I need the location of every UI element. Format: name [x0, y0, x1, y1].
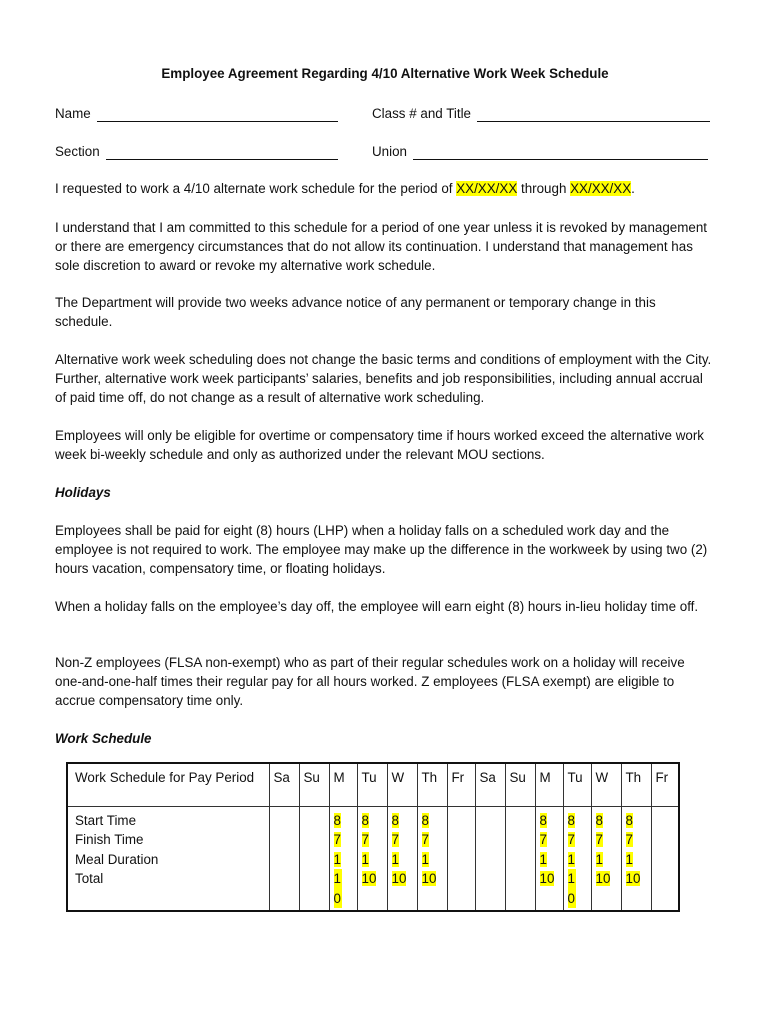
schedule-value: 8 — [361, 812, 369, 828]
schedule-cell[interactable] — [621, 806, 651, 911]
schedule-cell[interactable] — [387, 806, 417, 911]
row-label-meal-duration: Meal Duration — [75, 851, 159, 867]
request-start-date: XX/XX/XX — [456, 181, 518, 196]
schedule-value: 7 — [595, 832, 603, 847]
holidays-heading: Holidays — [55, 485, 111, 500]
union-line[interactable] — [413, 143, 708, 160]
schedule-value: 8 — [391, 812, 399, 828]
name-label: Name — [55, 106, 91, 121]
name-line[interactable] — [97, 105, 338, 122]
schedule-value: 10 — [568, 869, 587, 908]
row-label-start-time: Start Time — [75, 812, 137, 828]
schedule-value: 7 — [567, 832, 575, 847]
document-title: Employee Agreement Regarding 4/10 Alternative Work Week Schedule — [161, 66, 609, 81]
table-header-row — [67, 763, 679, 806]
schedule-cell[interactable] — [563, 806, 591, 911]
overtime-paragraph: Employees will only be eligible for overtime or compensatory time if hours worked exceed the alternative work week bi-weekly schedule and only as authorized under the relevant MOU sections. — [55, 428, 704, 462]
schedule-value: 8 — [539, 812, 547, 828]
day-header: Tu — [563, 763, 591, 806]
class-title-line[interactable] — [477, 105, 710, 122]
day-header: Sa — [269, 763, 299, 806]
class-title-label: Class # and Title — [372, 106, 471, 121]
day-header: M — [329, 763, 357, 806]
schedule-cell[interactable] — [329, 806, 357, 911]
table-row — [67, 806, 679, 911]
schedule-cell[interactable] — [299, 806, 329, 911]
request-suffix: . — [631, 181, 635, 196]
row-label-total: Total — [75, 871, 104, 886]
schedule-value: 1 — [421, 851, 429, 867]
schedule-cell[interactable] — [417, 806, 447, 911]
schedule-value: 8 — [625, 812, 633, 828]
schedule-value: 10 — [391, 871, 407, 886]
schedule-value: 10 — [334, 869, 353, 908]
schedule-cell[interactable] — [591, 806, 621, 911]
class-title-field[interactable] — [372, 100, 710, 122]
notice-paragraph: The Department will provide two weeks advance notice of any permanent or temporary change in this schedule. — [55, 295, 656, 329]
schedule-value: 10 — [361, 871, 377, 886]
schedule-value: 1 — [361, 851, 369, 867]
schedule-value: 1 — [625, 851, 633, 867]
schedule-value: 8 — [421, 812, 429, 828]
day-header: Sa — [475, 763, 505, 806]
day-header: W — [591, 763, 621, 806]
day-header: M — [535, 763, 563, 806]
field-row-name — [55, 100, 715, 122]
schedule-value: 7 — [625, 832, 633, 847]
schedule-value: 10 — [539, 871, 555, 886]
section-label: Section — [55, 144, 100, 159]
schedule-cell[interactable] — [357, 806, 387, 911]
day-header: Su — [299, 763, 329, 806]
day-header: Fr — [447, 763, 475, 806]
day-header: Th — [417, 763, 447, 806]
header-label-cell: Work Schedule for Pay Period — [67, 763, 269, 806]
day-header: Tu — [357, 763, 387, 806]
request-prefix: I requested to work a 4/10 alternate work schedule for the period of — [55, 181, 457, 196]
schedule-value: 1 — [333, 851, 341, 867]
holiday-paragraph-1: Employees shall be paid for eight (8) hours (LHP) when a holiday falls on a scheduled work day and the employee is not required to work. The employee may make up the difference in the workweek by using two (2) hours vacation, compensatory time, or floating holidays. — [55, 523, 708, 576]
schedule-cell[interactable] — [651, 806, 679, 911]
schedule-cell[interactable] — [447, 806, 475, 911]
row-label-finish-time: Finish Time — [75, 832, 144, 847]
day-header: Th — [621, 763, 651, 806]
schedule-value: 7 — [391, 832, 399, 847]
schedule-value: 10 — [421, 871, 437, 886]
holiday-paragraph-3: Non-Z employees (FLSA non-exempt) who as part of their regular schedules work on a holiday will receive one-and-one-half times their regular pay for all hours worked. Z employees (FLSA exempt) are eligible to accrue compensatory time only. — [55, 655, 685, 708]
work-schedule-heading: Work Schedule — [55, 731, 152, 746]
union-label: Union — [372, 144, 407, 159]
day-header: Su — [505, 763, 535, 806]
schedule-value: 8 — [595, 812, 603, 828]
day-header: W — [387, 763, 417, 806]
schedule-cell[interactable] — [475, 806, 505, 911]
section-line[interactable] — [106, 143, 338, 160]
commitment-paragraph: I understand that I am committed to this schedule for a period of one year unless it is revoked by management or there are emergency circumstances that do not allow its continuation. I understand that management has sole discretion to award or revoke my alternative work schedule. — [55, 220, 708, 273]
schedule-value: 1 — [567, 851, 575, 867]
schedule-cell[interactable] — [269, 806, 299, 911]
schedule-value: 1 — [539, 851, 547, 867]
row-labels-cell — [67, 806, 269, 911]
schedule-cell[interactable] — [535, 806, 563, 911]
section-field[interactable] — [55, 138, 338, 160]
schedule-value: 1 — [595, 851, 603, 867]
holiday-paragraph-2: When a holiday falls on the employee’s day off, the employee will earn eight (8) hours in-lieu holiday time off. — [55, 599, 699, 614]
schedule-value: 8 — [567, 812, 575, 828]
request-end-date: XX/XX/XX — [570, 181, 632, 196]
schedule-value: 1 — [391, 851, 399, 867]
name-field[interactable] — [55, 100, 338, 122]
request-paragraph — [55, 179, 715, 198]
terms-paragraph: Alternative work week scheduling does not change the basic terms and conditions of employment with the City. Further, alternative work week participants’ salaries, benefits and job responsibilities, including annual accrual of paid time off, do not change as a result of alternative work scheduling. — [55, 352, 712, 405]
schedule-value: 7 — [361, 832, 369, 847]
schedule-value: 10 — [595, 871, 611, 886]
schedule-value: 10 — [625, 871, 641, 886]
union-field[interactable] — [372, 138, 708, 160]
schedule-value: 8 — [333, 812, 341, 828]
schedule-value: 7 — [539, 832, 547, 847]
work-schedule-table — [66, 762, 680, 912]
schedule-cell[interactable] — [505, 806, 535, 911]
schedule-value: 7 — [333, 832, 341, 847]
field-row-section — [55, 138, 715, 160]
day-header: Fr — [651, 763, 679, 806]
schedule-value: 7 — [421, 832, 429, 847]
request-middle: through — [517, 181, 571, 196]
